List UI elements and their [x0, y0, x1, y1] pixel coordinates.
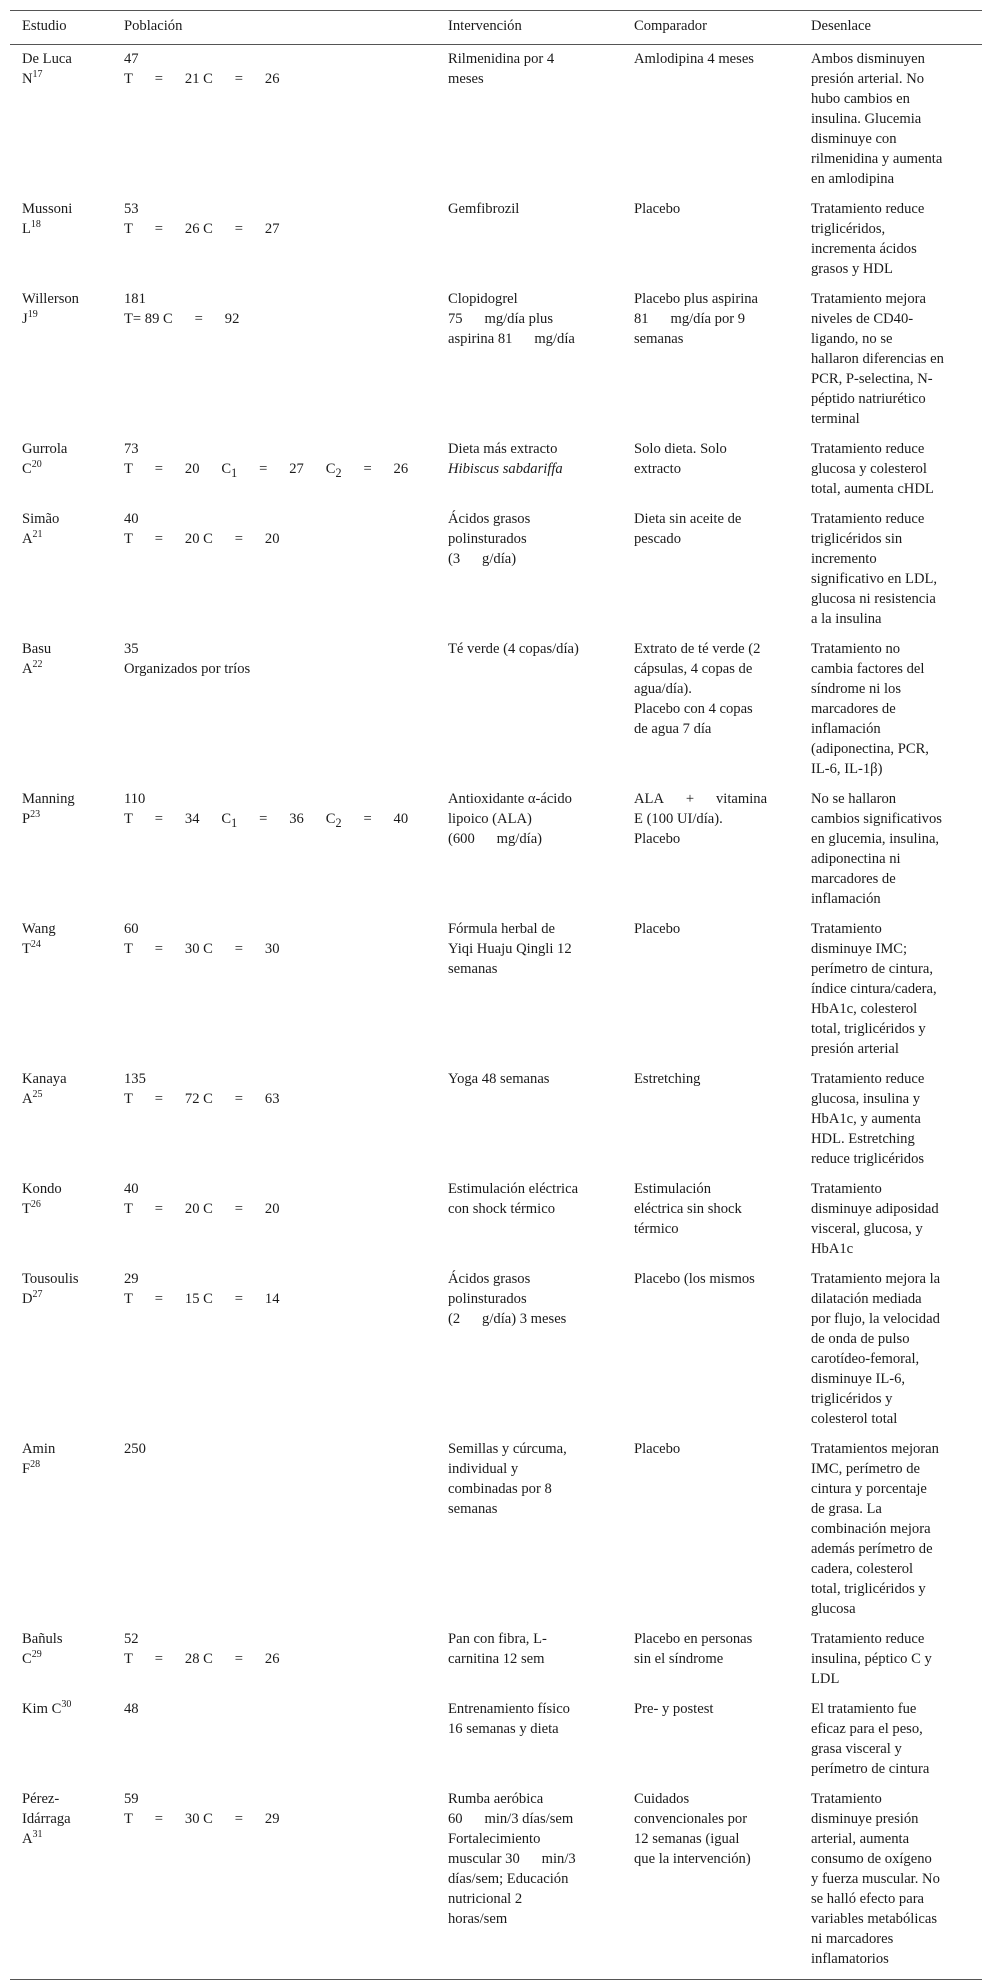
cell-poblacion: 40 T = 20 C = 20 — [124, 1181, 280, 1217]
cell-intervencion: Rumba aeróbica 60 min/3 días/sem Fortalecimiento muscular 30 min/3 días/sem; Educación nutricional 2 horas/sem — [448, 1791, 576, 1927]
study-ref: 21 — [32, 529, 43, 541]
cell-estudio — [10, 45, 112, 200]
cell-estudio — [10, 1789, 112, 1980]
cell-desenlace: Tratamiento reduce insulina, péptico C y LDL — [811, 1631, 932, 1687]
study-ref: 30 — [61, 1699, 72, 1711]
table-row — [10, 1179, 982, 1269]
cell-poblacion: 135 T = 72 C = 63 — [124, 1071, 280, 1107]
cell-poblacion: 60 T = 30 C = 30 — [124, 921, 280, 957]
table-row — [10, 1789, 982, 1980]
study-name: Basu $A^{22}$ — [22, 641, 52, 677]
cell-desenlace: Ambos disminuyen presión arterial. No hubo cambios en insulina. Glucemia disminuye con rilmenidina y aumenta en amlodipina — [811, 51, 943, 187]
study-ref: 24 — [30, 939, 41, 951]
study-ref: 18 — [30, 219, 41, 231]
cell-desenlace: Tratamiento reduce glucosa y colesterol total, aumenta cHDL — [811, 441, 934, 497]
cell-estudio — [10, 1179, 112, 1269]
study-name: Gurrola $C^{20}$ — [22, 441, 68, 477]
cell-intervencion: Clopidogrel 75 mg/día plus aspirina 81 mg/día — [448, 291, 575, 347]
cell-comparador: Amlodipina 4 meses — [634, 51, 754, 67]
table-row — [10, 199, 982, 289]
cell-desenlace: Tratamiento no cambia factores del síndrome ni los marcadores de inflamación (adiponectina, PCR, IL-6, IL-1β) — [811, 641, 929, 777]
study-ref: 22 — [32, 659, 43, 671]
cell-estudio — [10, 439, 112, 509]
cell-comparador: Pre- y postest — [634, 1701, 714, 1717]
study-ref: 20 — [31, 459, 42, 471]
cell-comparador: ALA + vitamina E (100 UI/día). Placebo — [634, 791, 768, 847]
header-intervencion: Intervención — [448, 18, 522, 34]
study-ref: 26 — [30, 1199, 41, 1211]
cell-desenlace: Tratamientos mejoran IMC, perímetro de cintura y porcentaje de grasa. La combinación mejora además perímetro de cadera, colesterol total, triglicéridos y glucosa — [811, 1441, 939, 1617]
cell-estudio — [10, 199, 112, 289]
cell-intervencion: Antioxidante α-ácido lipoico (ALA) (600 mg/día) — [448, 791, 572, 847]
cell-intervencion: Té verde (4 copas/día) — [448, 641, 579, 657]
study-name: Tousoulis $D^{27}$ — [22, 1271, 79, 1307]
cell-desenlace: Tratamiento disminuye presión arterial, aumenta consumo de oxígeno y fuerza muscular. No se halló efecto para variables metabólicas ni marcadores inflamatorios — [811, 1791, 940, 1967]
cell-estudio — [10, 789, 112, 919]
study-ref: 29 — [31, 1649, 42, 1661]
cell-poblacion: 29 T = 15 C = 14 — [124, 1271, 280, 1307]
cell-intervencion: Estimulación eléctrica con shock térmico — [448, 1181, 579, 1217]
cell-estudio — [10, 509, 112, 639]
cell-desenlace: Tratamiento disminuye adiposidad visceral, glucosa, y HbA1c — [811, 1181, 939, 1257]
study-ref: 31 — [32, 1829, 43, 1841]
cell-comparador: Placebo — [634, 1441, 681, 1457]
cell-intervencion: Semillas y cúrcuma, individual y combinadas por 8 semanas — [448, 1441, 567, 1517]
study-name: Kim $C^{30}$ — [22, 1699, 72, 1717]
cell-poblacion: 181 T= 89 C = 92 — [124, 291, 240, 327]
cell-poblacion: 40 T = 20 C = 20 — [124, 511, 280, 547]
cell-estudio — [10, 289, 112, 439]
cell-poblacion: 73 T = 20 $C_1$ = 27 $C_2$ = 26 — [112, 439, 436, 509]
study-ref: 17 — [32, 69, 43, 81]
cell-comparador: Estretching — [634, 1071, 701, 1087]
cell-estudio — [10, 1629, 112, 1699]
cell-intervencion: Ácidos grasos polinsturados (2 g/día) 3 meses — [448, 1271, 567, 1327]
table-row — [10, 1699, 982, 1789]
study-name: Bañuls $C^{29}$ — [22, 1631, 63, 1667]
cell-intervencion: Rilmenidina por 4 meses — [448, 51, 555, 87]
cell-poblacion: 52 T = 28 C = 26 — [124, 1631, 280, 1667]
table-row — [10, 789, 982, 919]
study-name: Kanaya $A^{25}$ — [22, 1071, 67, 1107]
header-desenlace: Desenlace — [811, 18, 871, 34]
cell-desenlace: Tratamiento disminuye IMC; perímetro de cintura, índice cintura/cadera, HbA1c, colesterol total, triglicéridos y presión arterial — [811, 921, 937, 1057]
header-comparador: Comparador — [634, 18, 707, 34]
cell-desenlace: Tratamiento reduce triglicéridos sin incremento significativo en LDL, glucosa ni resistencia a la insulina — [811, 511, 938, 627]
study-name: Wang $T^{24}$ — [22, 921, 56, 957]
study-ref: 27 — [32, 1289, 43, 1301]
study-name: Kondo $T^{26}$ — [22, 1181, 62, 1217]
cell-desenlace: El tratamiento fue eficaz para el peso, grasa visceral y perímetro de cintura — [811, 1701, 930, 1777]
study-ref: 28 — [30, 1459, 41, 1471]
table-row — [10, 439, 982, 509]
cell-estudio — [10, 919, 112, 1069]
cell-comparador: Solo dieta. Solo extracto — [634, 441, 727, 477]
cell-estudio — [10, 1439, 112, 1629]
cell-desenlace: Tratamiento mejora la dilatación mediada por flujo, la velocidad de onda de pulso carotídeo-femoral, disminuye IL-6, triglicéridos y colesterol total — [811, 1271, 941, 1427]
study-name: Manning $P^{23}$ — [22, 791, 75, 827]
header-poblacion: Población — [124, 18, 183, 34]
table-row — [10, 919, 982, 1069]
table-row — [10, 45, 982, 200]
cell-estudio — [10, 1699, 112, 1789]
cell-comparador: Placebo — [634, 201, 681, 217]
study-ref: 25 — [32, 1089, 43, 1101]
study-ref: 23 — [30, 809, 41, 821]
cell-poblacion: 53 T = 26 C = 27 — [124, 201, 280, 237]
cell-intervencion: Ácidos grasos polinsturados (3 g/día) — [448, 511, 531, 567]
cell-desenlace: Tratamiento mejora niveles de CD40- ligando, no se hallaron diferencias en PCR, P-selectina, N- péptido natriurético terminal — [811, 291, 944, 427]
cell-comparador: Dieta sin aceite de pescado — [634, 511, 742, 547]
cell-intervencion: Gemfibrozil — [448, 201, 520, 217]
cell-estudio — [10, 1269, 112, 1439]
cell-poblacion: 110 T = 34 $C_1$ = 36 $C_2$ = 40 — [112, 789, 436, 919]
study-name: Pérez- Idárraga $A^{31}$ — [22, 1791, 71, 1847]
study-name: Simão $A^{21}$ — [22, 511, 60, 547]
table-row — [10, 639, 982, 789]
cell-desenlace: Tratamiento reduce triglicéridos, incrementa ácidos grasos y HDL — [811, 201, 925, 277]
table-row — [10, 1629, 982, 1699]
cell-intervencion: Entrenamiento físico 16 semanas y dieta — [448, 1701, 570, 1737]
cell-intervencion: Pan con fibra, L- carnitina 12 sem — [448, 1631, 547, 1667]
study-name: Willerson $J^{19}$ — [22, 291, 79, 327]
study-name: Amin $F^{28}$ — [22, 1441, 56, 1477]
cell-poblacion: 47 T = 21 C = 26 — [124, 51, 280, 87]
cell-intervencion: Yoga 48 semanas — [448, 1071, 550, 1087]
cell-comparador: Cuidados convencionales por 12 semanas (igual que la intervención) — [634, 1791, 751, 1867]
cell-poblacion: 35 Organizados por tríos — [124, 641, 251, 677]
table-row — [10, 1439, 982, 1629]
study-name: Mussoni $L^{18}$ — [22, 201, 73, 237]
cell-desenlace: Tratamiento reduce glucosa, insulina y HbA1c, y aumenta HDL. Estretching reduce triglicéridos — [811, 1071, 925, 1167]
cell-poblacion: 59 T = 30 C = 29 — [124, 1791, 280, 1827]
cell-comparador: Placebo — [634, 921, 681, 937]
table-row — [10, 289, 982, 439]
cell-comparador: Extrato de té verde (2 cápsulas, 4 copas de agua/día). Placebo con 4 copas de agua 7 día — [634, 641, 761, 737]
cell-estudio — [10, 1069, 112, 1179]
study-ref: 19 — [27, 309, 38, 321]
cell-poblacion: 48 — [124, 1701, 139, 1717]
header-estudio: Estudio — [22, 18, 67, 34]
cell-comparador: Estimulación eléctrica sin shock térmico — [634, 1181, 742, 1237]
population-split: T = 34 $C_1$ = 36 $C_2$ = 40 — [124, 811, 409, 830]
cell-intervencion: Dieta más extracto Hibiscus sabdariffa — [448, 441, 563, 477]
table-row — [10, 509, 982, 639]
table-row — [10, 1069, 982, 1179]
studies-table — [10, 10, 982, 1980]
header-row — [10, 11, 982, 45]
table-row — [10, 1269, 982, 1439]
cell-intervencion: Fórmula herbal de Yiqi Huaju Qingli 12 semanas — [448, 921, 572, 977]
population-split: T = 20 $C_1$ = 27 $C_2$ = 26 — [124, 461, 409, 480]
cell-desenlace: No se hallaron cambios significativos en glucemia, insulina, adiponectina ni marcadores de inflamación — [811, 791, 942, 907]
cell-poblacion: 250 — [124, 1441, 146, 1457]
cell-comparador: Placebo plus aspirina 81 mg/día por 9 semanas — [634, 291, 759, 347]
study-name: De Luca $N^{17}$ — [22, 51, 72, 87]
cell-comparador: Placebo en personas sin el síndrome — [634, 1631, 753, 1667]
cell-estudio — [10, 639, 112, 789]
cell-comparador: Placebo (los mismos — [634, 1271, 755, 1287]
